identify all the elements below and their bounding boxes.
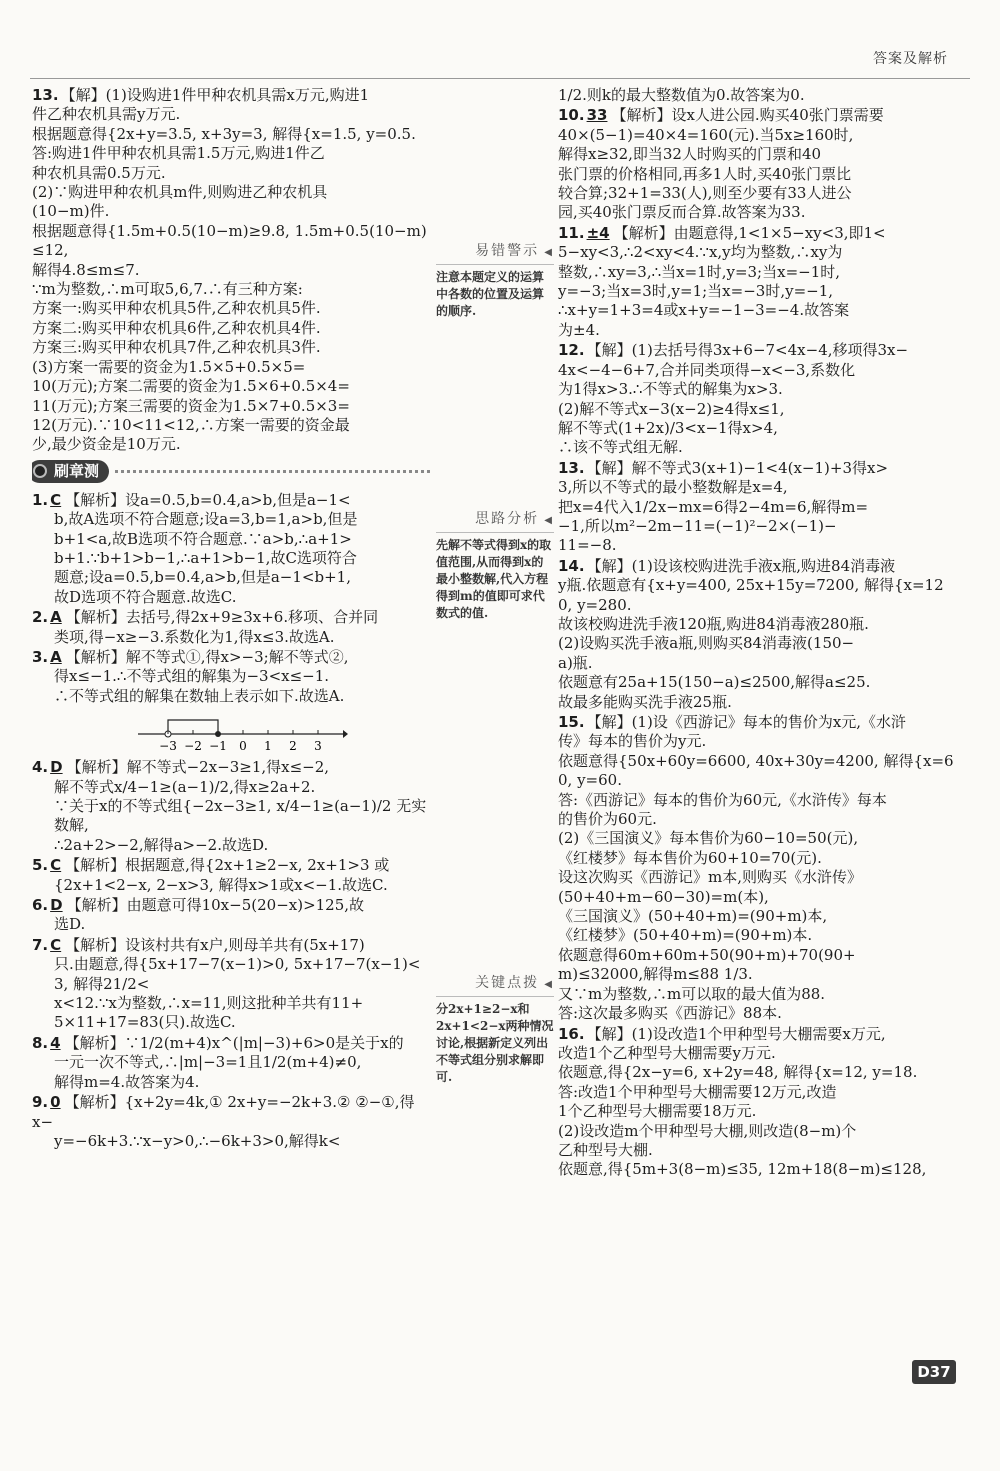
question-number: 9. <box>32 1093 49 1112</box>
line: 依题意,得{2x−y=6, x+2y=48, 解得{x=12, y=18. <box>558 1063 918 1082</box>
question-number: 11. <box>558 223 585 242</box>
line: 解得4.8≤m≤7. <box>32 260 140 279</box>
line: 10(万元);方案二需要的资金为1.5×6+0.5×4= <box>32 377 350 396</box>
line: 【解】(1)设该校购进洗手液x瓶,购进84消毒液 <box>586 556 896 575</box>
line: 【解析】由题意得,1<1×5−xy<3,即1< <box>613 223 886 242</box>
line: 又∵m为整数,∴m可以取的最大值为88. <box>558 984 826 1003</box>
line: (2)设购买洗手液a瓶,则购买84消毒液(150− <box>558 634 855 653</box>
answer: D <box>50 896 63 915</box>
question-8 <box>32 1034 430 1092</box>
line: 乙种型号大棚. <box>558 1140 653 1159</box>
question-9 <box>32 1093 430 1151</box>
axis-tick-label: −3 <box>159 739 177 754</box>
line: 依题意得60m+60m+50(90+m)+70(90+ <box>558 945 856 964</box>
answer: A <box>50 608 62 627</box>
line: 解不等式(1+2x)/3<x−1得x>4, <box>558 418 778 437</box>
line: ∴2a+2>−2,解得a>−2.故选D. <box>54 835 269 854</box>
header-title: 答案及解析 <box>873 51 948 67</box>
axis-tick-label: 2 <box>289 739 297 754</box>
question-number: 6. <box>32 896 49 915</box>
line: 【解析】∵1/2(m+4)x^(|m|−3)+6>0是关于x的 <box>64 1033 404 1052</box>
answer: 33 <box>586 106 608 125</box>
line: 答:这次最多购买《西游记》88本. <box>558 1004 782 1023</box>
question-13 <box>558 459 956 556</box>
line: 1/2.则k的最大整数值为0.故答案为0. <box>558 86 805 104</box>
line: 《红楼梦》每本售价为60+10=70(元). <box>558 848 822 867</box>
page-number: D37 <box>912 1360 956 1384</box>
line: 依题意有25a+15(150−a)≤2500,解得a≤25. <box>558 673 871 692</box>
question-5 <box>32 856 430 895</box>
line: (2)解不等式x−3(x−2)≥4得x≤1, <box>558 399 785 418</box>
line: x<12.∵x为整数,∴x=11,则这批种羊共有11+ <box>54 994 364 1013</box>
line: ∵关于x的不等式组{−2x−3≥1, x/4−1≥(a−1)/2 无实数解, <box>54 797 427 835</box>
question-10 <box>558 106 956 222</box>
line: 为±4. <box>558 320 600 339</box>
line: y=−6k+3.∵x−y>0,∴−6k+3>0,解得k< <box>54 1131 341 1150</box>
question-6 <box>32 896 430 935</box>
line: 得x≤−1.∴不等式组的解集为−3<x≤−1. <box>54 667 330 686</box>
line: 依题意得{50x+60y=6600, 40x+30y=4200, 解得{x=60, y=60. <box>558 751 954 790</box>
line: 一元一次不等式,∴|m|−3=1且1/2(m+4)≠0, <box>54 1053 362 1072</box>
line: 5−xy<3,∴2<xy<4.∵x,y均为整数,∴xy为 <box>558 243 843 262</box>
tip-title: 关键点拨 ◀ <box>436 974 554 997</box>
line: b+1.∵b+1>b−1,∴a+1>b−1,故C选项符合 <box>54 548 357 567</box>
line: 40×(5−1)=40×4=160(元).当5x≥160时, <box>558 125 854 144</box>
question-16 <box>558 1025 956 1180</box>
line: 根据题意得{1.5m+0.5(10−m)≥9.8, 1.5m+0.5(10−m)≤12, <box>32 221 427 260</box>
line: 方案二:购买甲种农机具6件,乙种农机具4件. <box>32 318 321 337</box>
line: −1,所以m²−2m−11=(−1)²−2×(−1)− <box>558 516 837 535</box>
tip-error-warning <box>436 242 554 320</box>
section-badge: 刷章测 <box>32 460 109 483</box>
question-number: 4. <box>32 758 49 777</box>
line: 类项,得−x≥−3.系数化为1,得x≤3.故选A. <box>54 627 335 646</box>
question-15 <box>558 713 956 1024</box>
line: 只.由题意,得{5x+17−7(x−1)>0, 5x+17−7(x−1)<3, 解得21/2< <box>54 955 421 993</box>
header-divider <box>30 78 970 79</box>
section-header <box>32 459 430 485</box>
line: 解得m=4.故答案为4. <box>54 1072 200 1091</box>
line: (2)设改造m个甲种型号大棚,则改造(8−m)个 <box>558 1121 857 1140</box>
line: 为1得x>3.∴不等式的解集为x>3. <box>558 380 783 399</box>
line: (10−m)件. <box>32 202 110 221</box>
axis-tick-label: −1 <box>209 739 227 754</box>
line: m)≤32000,解得m≤88 1/3. <box>558 965 753 984</box>
answer: C <box>50 935 62 954</box>
line: 把x=4代入1/2x−mx=6得2−4m=6,解得m= <box>558 497 869 516</box>
line: 答:《西游记》每本的售价为60元,《水浒传》每本 <box>558 790 887 809</box>
line: 较合算;32+1=33(人),则至少要有33人进公 <box>558 184 852 203</box>
line: 【解】解不等式3(x+1)−1<4(x−1)+3得x> <box>586 458 889 477</box>
line: 故D选项不符合题意.故选C. <box>54 587 237 606</box>
answer: 4 <box>50 1033 61 1052</box>
line: y=−3;当x=3时,y=1;当x=−3时,y=−1, <box>558 282 834 301</box>
line: {2x+1<2−x, 2−x>3, 解得x>1或x<−1.故选C. <box>54 875 388 894</box>
tip-title: 思路分析 ◀ <box>436 510 554 533</box>
question-number: 3. <box>32 647 49 666</box>
line: 件乙种农机具需y万元. <box>32 105 181 124</box>
line: 故最多能购买洗手液25瓶. <box>558 692 732 711</box>
question-7 <box>32 936 430 1033</box>
line: b,故A选项不符合题意;设a=3,b=1,a>b,但是 <box>54 510 358 529</box>
number-line-svg <box>138 712 348 754</box>
number-line-figure <box>138 712 348 754</box>
line: b+1<a,故B选项不符合题意.∵a>b,∴a+1> <box>54 529 352 548</box>
line: 【解析】{x+2y=4k,① 2x+y=−2k+3.② ②−①,得x− <box>32 1093 415 1131</box>
line: 【解析】设x人进公园.购买40张门票需要 <box>611 106 884 125</box>
tip-title: 易错警示 ◀ <box>436 242 554 265</box>
line: 方案一:购买甲种农机具5件,乙种农机具5件. <box>32 299 321 318</box>
line: (2)∵购进甲种农机具m件,则购进乙种农机具 <box>32 183 328 202</box>
line: 根据题意得{2x+y=3.5, x+3y=3, 解得{x=1.5, y=0.5. <box>32 124 416 143</box>
line: 故该校购进洗手液120瓶,购进84消毒液280瓶. <box>558 614 869 633</box>
question-number: 1. <box>32 490 49 509</box>
tip-body: 注意本题定义的运算中各数的位置及运算的顺序. <box>436 270 545 319</box>
line: 1个乙种型号大棚需要18万元. <box>558 1102 757 1121</box>
line: 【解析】解不等式−2x−3≥1,得x≤−2, <box>66 758 330 777</box>
question-number: 15. <box>558 713 585 731</box>
tip-thinking <box>436 510 554 622</box>
line: 3,所以不等式的最小整数解是x=4, <box>558 478 788 497</box>
axis-tick-label: 0 <box>239 739 247 754</box>
tip-body: 分2x+1≥2−x和2x+1<2−x两种情况讨论,根据新定义列出不等式组分别求解即可. <box>436 1002 554 1085</box>
axis-tick-label: −2 <box>184 739 202 754</box>
line: 【解析】解不等式①,得x>−3;解不等式②, <box>65 647 349 666</box>
question-number: 7. <box>32 935 49 954</box>
line: 传》每本的售价为y元. <box>558 732 707 751</box>
problem-13 <box>32 86 430 455</box>
question-4 <box>32 758 430 855</box>
question-number: 8. <box>32 1033 49 1052</box>
right-column <box>558 86 956 1376</box>
line: 《三国演义》(50+40+m)=(90+m)本, <box>558 907 828 926</box>
line: 方案三:购买甲种农机具7件,乙种农机具3件. <box>32 338 321 357</box>
line: 解不等式x/4−1≥(a−1)/2,得x≥2a+2. <box>54 777 316 796</box>
line: 《红楼梦》(50+40+m)=(90+m)本. <box>558 926 813 945</box>
question-number: 12. <box>558 341 585 360</box>
line: (3)方案一需要的资金为1.5×5+0.5×5= <box>32 357 306 376</box>
question-number: 5. <box>32 856 49 875</box>
question-3 <box>32 648 430 754</box>
line: 【解】(1)设购进1件甲种农机具需x万元,购进1 <box>60 86 370 104</box>
line: y瓶.依题意有{x+y=400, 25x+15y=7200, 解得{x=120, y=280. <box>558 576 944 614</box>
line: 改造1个乙种型号大棚需要y万元. <box>558 1043 776 1062</box>
line: 设这次购买《西游记》m本,则购买《水浒传》 <box>558 868 862 887</box>
question-number: 13. <box>558 458 585 477</box>
line: ∴该不等式组无解. <box>558 438 683 457</box>
line: 【解】(1)设改造1个甲种型号大棚需要x万元, <box>586 1024 886 1043</box>
answer: C <box>50 856 62 875</box>
line: 【解析】设a=0.5,b=0.4,a>b,但是a−1< <box>65 490 351 509</box>
line: 【解析】设该村共有x户,则母羊共有(5x+17) <box>65 935 365 954</box>
line: 12(万元).∵10<11<12,∴方案一需要的资金最 <box>32 415 350 434</box>
line: ∵m为整数,∴m可取5,6,7.∴有三种方案: <box>32 280 303 299</box>
axis-arrow <box>343 730 348 738</box>
answer: D <box>50 758 63 777</box>
line: 选D. <box>54 915 86 934</box>
question-1 <box>32 491 430 607</box>
axis-tick-label: 3 <box>314 739 322 754</box>
line: 题意;设a=0.5,b=0.4,a>b,但是a−1<b+1, <box>54 568 351 587</box>
question-12 <box>558 341 956 457</box>
line: 张门票的价格相同,再多1人时,买40张门票比 <box>558 164 852 183</box>
line: 答:改造1个甲种型号大棚需要12万元,改造 <box>558 1082 837 1101</box>
question-number: 16. <box>558 1024 585 1043</box>
line: 【解析】由题意可得10x−5(20−x)>125,故 <box>66 896 365 915</box>
line: 解得x≥32,即当32人时购买的门票和40 <box>558 145 822 164</box>
problem-number: 13. <box>32 86 59 104</box>
tip-body: 先解不等式得到x的取值范围,从而得到x的最小整数解,代入方程得到m的值即可求代数式的值. <box>436 538 552 621</box>
question-9-continued <box>558 86 956 105</box>
line: 园,买40张门票反而合算.故答案为33. <box>558 203 806 222</box>
line: (50+40+m−60−30)=m(本), <box>558 887 769 906</box>
line: a)瓶. <box>558 653 593 672</box>
section-dots <box>115 470 430 473</box>
answer: ±4 <box>586 223 610 242</box>
line: 11=−8. <box>558 536 617 555</box>
line: 少,最少资金是10万元. <box>32 435 181 454</box>
line: 4x<−4−6+7,合并同类项得−x<−3,系数化 <box>558 360 856 379</box>
question-number: 10. <box>558 106 585 125</box>
line: ∴不等式组的解集在数轴上表示如下.故选A. <box>54 686 345 705</box>
line: 【解】(1)设《西游记》每本的售价为x元,《水浒 <box>586 713 907 731</box>
left-column <box>32 86 430 1376</box>
line: 【解】(1)去括号得3x+6−7<4x−4,移项得3x− <box>586 341 909 360</box>
question-number: 14. <box>558 556 585 575</box>
line: 依题意,得{5m+3(8−m)≤35, 12m+18(8−m)≤128, <box>558 1160 927 1179</box>
question-11 <box>558 224 956 340</box>
axis-tick-label: 1 <box>264 739 272 754</box>
line: (2)《三国演义》每本售价为60−10=50(元), <box>558 829 859 848</box>
line: 的售价为60元. <box>558 810 657 829</box>
line: 【解析】去括号,得2x+9≥3x+6.移项、合并同 <box>65 608 379 627</box>
question-14 <box>558 557 956 712</box>
answer: A <box>50 647 62 666</box>
answer: 0 <box>50 1093 61 1112</box>
line: 11(万元);方案三需要的资金为1.5×7+0.5×3= <box>32 396 350 415</box>
question-number: 2. <box>32 608 49 627</box>
line: ∴x+y=1+3=4或x+y=−1−3=−4.故答案 <box>558 301 850 320</box>
line: 5×11+17=83(只).故选C. <box>54 1013 236 1032</box>
line: 整数,∴xy=3,∴当x=1时,y=3;当x=−1时, <box>558 262 841 281</box>
line: 【解析】根据题意,得{2x+1≥2−x, 2x+1>3 或 <box>65 856 390 875</box>
tip-key-point <box>436 974 554 1086</box>
line: 种农机具需0.5万元. <box>32 163 166 182</box>
question-2 <box>32 608 430 647</box>
tips-column <box>436 86 554 1376</box>
answer: C <box>50 490 62 509</box>
line: 答:购进1件甲种农机具需1.5万元,购进1件乙 <box>32 144 325 163</box>
